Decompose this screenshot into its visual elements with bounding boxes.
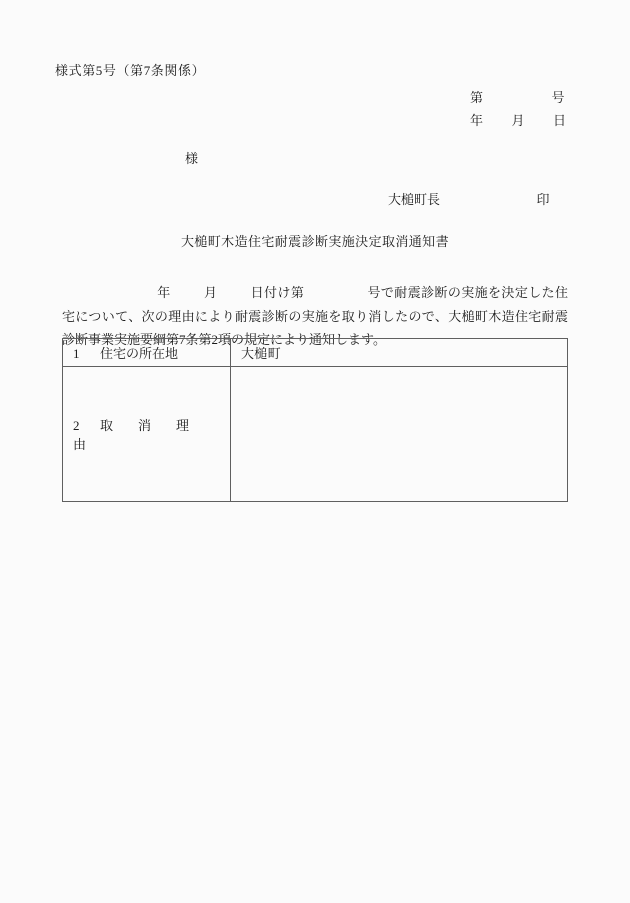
row-value-location[interactable]: 大槌町 [231,339,568,367]
table-row [63,367,568,502]
body-month-label: 月 [203,285,218,300]
row-label-reason [63,367,231,502]
seal-icon: 印 [536,192,550,207]
body-date-suffix: 日付け第 [250,285,305,300]
page-title: 大槌町木造住宅耐震診断実施決定取消通知書 [180,234,449,249]
document-meta-block [470,86,566,132]
document-number-prefix: 第 [470,90,484,105]
form-number: 様式第5号（第7条関係） [55,63,206,78]
row-label-text: 住宅の所在地 [100,346,179,361]
row-label-location [63,339,231,367]
date-day-label: 日 [553,113,567,128]
issuer-name: 大槌町長 [388,192,441,207]
body-year-label: 年 [157,285,171,300]
details-table [62,338,568,502]
date-year-label: 年 [470,113,484,128]
document-date-row [470,109,566,132]
body-main-text: 号で耐震診断の実施を決定した住宅について、次の理由により耐震診断の実施を取り消したので、大槌町木造住宅耐震診断事業実施要綱第7条第2項の規定により通知します。 [62,285,568,347]
row-label-text: 取 消 理 由 [73,418,215,452]
document-number-row [470,86,566,109]
table-row [63,339,568,367]
issuer-line [388,189,550,208]
date-month-label: 月 [511,113,525,128]
row-index: 2 [73,418,80,433]
row-index: 1 [73,346,80,361]
row-value-reason[interactable] [231,367,568,502]
addressee-honorific: 様 [185,151,199,166]
document-number-suffix: 号 [551,90,565,105]
